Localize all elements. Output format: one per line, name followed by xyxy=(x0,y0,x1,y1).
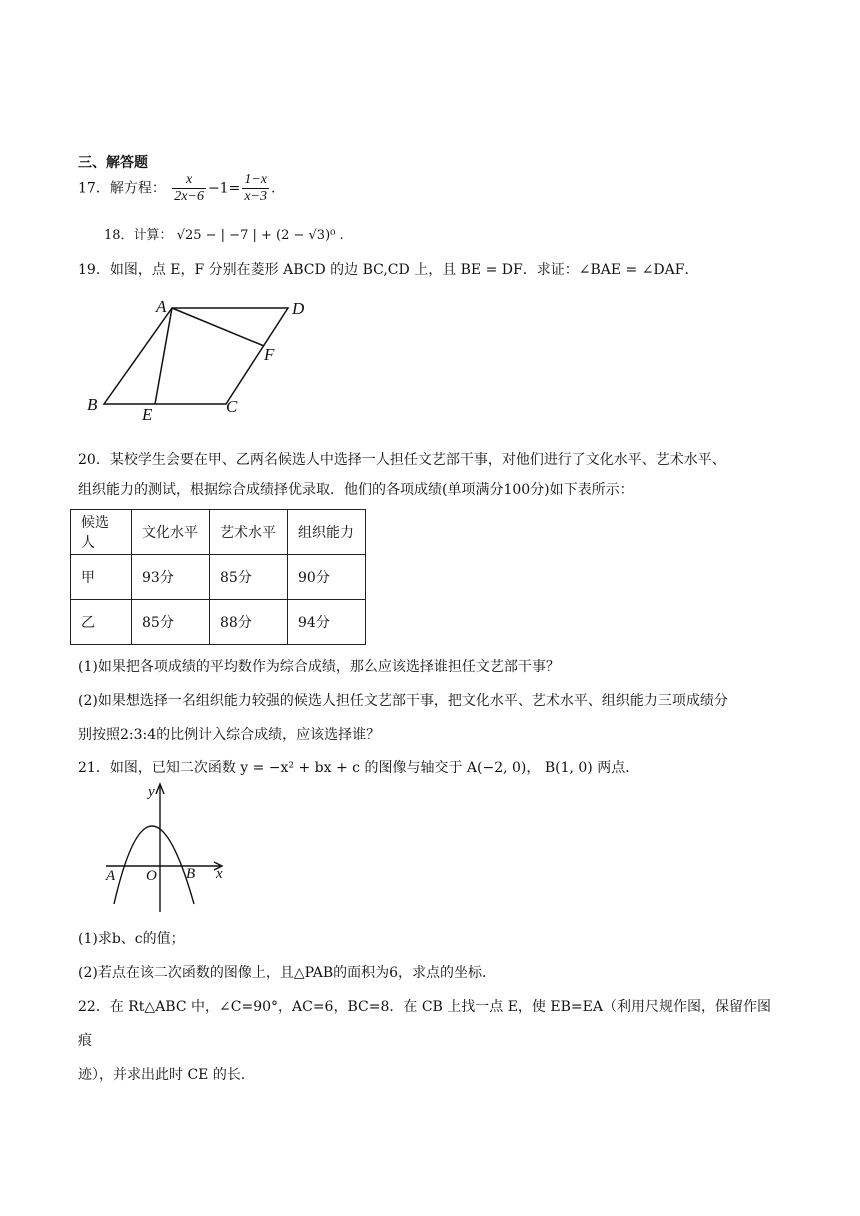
q22-line-2: 迹），并求出此时 CE 的长． xyxy=(78,1067,255,1083)
scores-table xyxy=(70,509,366,645)
segment-af xyxy=(172,308,264,346)
table-cell: 90分 xyxy=(288,555,366,600)
rhombus-abcd xyxy=(104,308,288,404)
q17-end: . xyxy=(271,180,276,197)
table-cell: 85分 xyxy=(210,555,288,600)
q20-sub-2-line-1: (2)如果想选择一名组织能力较强的候选人担任文艺部干事，把文化水平、艺术水平、组织能力三项成绩分 xyxy=(78,693,728,709)
table-header-cell: 文化水平 xyxy=(132,510,210,555)
table-row xyxy=(71,555,366,600)
label-b: B xyxy=(186,866,196,882)
parabola-curve xyxy=(114,826,194,904)
table-header-cell: 候选人 xyxy=(71,510,132,555)
question-17 xyxy=(78,172,275,205)
label-b: B xyxy=(87,395,98,414)
label-a: A xyxy=(156,297,167,316)
table-cell: 93分 xyxy=(132,555,210,600)
question-21-text: 21．如图，已知二次函数 y = −x² + bx + c 的图像与轴交于 A(−2, 0)， B(1, 0) 两点． xyxy=(78,760,640,776)
q17-rhs-denominator: x−3 xyxy=(244,189,267,205)
q17-lhs-fraction xyxy=(172,172,206,205)
table-cell: 85分 xyxy=(132,600,210,645)
section-title: 三、解答题 xyxy=(78,155,148,171)
q21-sub-1: (1)求b、c的值； xyxy=(78,931,185,947)
q17-lhs-denominator: 2x−6 xyxy=(174,189,204,205)
label-e: E xyxy=(142,405,153,424)
q17-minus-one: −1= xyxy=(207,180,241,197)
rhombus-figure xyxy=(84,296,324,426)
q17-rhs-numerator: 1−x xyxy=(244,172,267,187)
label-a: A xyxy=(106,868,116,884)
table-header-cell: 组织能力 xyxy=(288,510,366,555)
table-cell: 甲 xyxy=(71,555,132,600)
label-f: F xyxy=(264,345,275,364)
q20-line-2: 组织能力的测试，根据综合成绩择优录取．他们的各项成绩(单项满分100分)如下表所示： xyxy=(78,482,634,498)
table-header-cell: 艺术水平 xyxy=(210,510,288,555)
q20-sub-1: (1)如果把各项成绩的平均数作为综合成绩，那么应该选择谁担任文艺部干事？ xyxy=(78,659,560,675)
question-21-subquestions xyxy=(78,922,783,990)
label-c: C xyxy=(226,397,238,416)
q21-sub-2: (2)若点在该二次函数的图像上，且△PAB的面积为6，求点的坐标． xyxy=(78,965,497,981)
question-19-text: 19．如图，点 E，F 分别在菱形 ABCD 的边 BC,CD 上，且 BE = DF．求证：∠BAE = ∠DAF． xyxy=(78,262,699,278)
q17-prefix: 解方程： xyxy=(109,180,166,197)
q17-rhs-fraction xyxy=(242,172,269,205)
q18-expression: √25 − | −7 | + (2 − √3)⁰ . xyxy=(176,228,344,243)
question-22 xyxy=(78,990,783,1092)
table-cell: 乙 xyxy=(71,600,132,645)
parabola-figure xyxy=(104,780,234,915)
q20-line-1: 20．某校学生会要在甲、乙两名候选人中选择一人担任文艺部干事，对他们进行了文化水平、艺术水平、 xyxy=(78,452,726,468)
label-o: O xyxy=(146,868,157,884)
q20-sub-2-line-2: 别按照2:3:4的比例计入综合成绩，应该选择谁？ xyxy=(78,727,381,743)
table-cell: 88分 xyxy=(210,600,288,645)
label-x: x xyxy=(216,866,223,882)
table-header-row xyxy=(71,510,366,555)
q18-label: 18．计算： xyxy=(104,228,173,243)
label-d: D xyxy=(292,299,305,318)
label-y: y xyxy=(148,784,155,800)
q17-number: 17． xyxy=(78,180,110,197)
question-20-stem xyxy=(78,445,783,505)
question-18 xyxy=(104,224,344,243)
segment-ae xyxy=(155,308,172,404)
q17-lhs-numerator: x xyxy=(186,172,193,187)
table-cell: 94分 xyxy=(288,600,366,645)
table-row xyxy=(71,600,366,645)
q22-line-1: 22．在 Rt△ABC 中，∠C=90°，AC=6，BC=8．在 CB 上找一点 E，使 EB=EA（利用尺规作图，保留作图痕 xyxy=(78,999,771,1049)
question-20-subquestions xyxy=(78,650,783,752)
